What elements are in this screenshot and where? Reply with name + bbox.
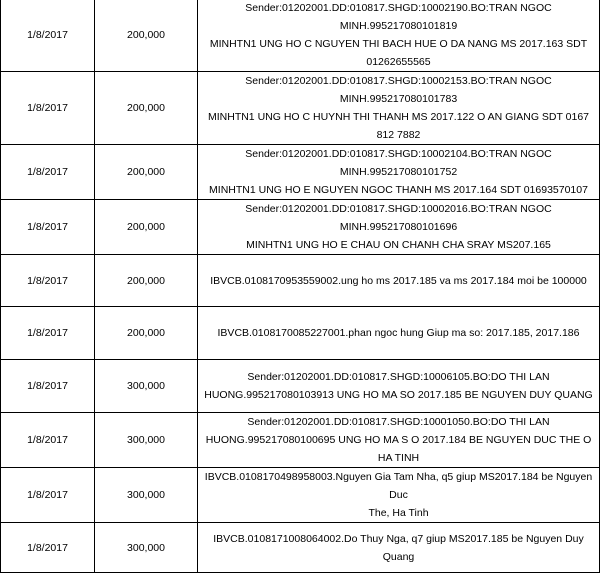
description-cell: [198, 255, 600, 307]
amount-cell: 200,000: [95, 72, 198, 145]
description-line: IBVCB.0108170085227001.phan ngoc hung Giup ma so: 2017.185, 2017.186: [217, 327, 580, 339]
description-line: HUONG.995217080100695 UNG HO MA S O 2017.184 BE NGUYEN DUC THE O HA TINH: [205, 434, 592, 464]
amount-cell: 200,000: [95, 200, 198, 255]
description-cell: [198, 0, 600, 72]
transactions-table-body: [1, 0, 600, 573]
date-cell: 1/8/2017: [1, 255, 95, 307]
description-cell: [198, 307, 600, 360]
table-row: [1, 0, 600, 72]
amount-cell: 300,000: [95, 413, 198, 468]
table-row: [1, 360, 600, 413]
description-line: The, Ha Tinh: [368, 507, 429, 519]
description-cell: [198, 468, 600, 523]
table-row: [1, 200, 600, 255]
description-line: MINHTN1 UNG HO C NGUYEN THI BACH HUE O DA NANG MS 2017.163 SDT: [209, 38, 588, 50]
amount-cell: 200,000: [95, 307, 198, 360]
date-cell: 1/8/2017: [1, 413, 95, 468]
date-cell: 1/8/2017: [1, 72, 95, 145]
description-cell: [198, 523, 600, 573]
amount-cell: 200,000: [95, 255, 198, 307]
date-cell: 1/8/2017: [1, 145, 95, 200]
description-cell: [198, 72, 600, 145]
amount-cell: 200,000: [95, 0, 198, 72]
description-line: Sender:01202001.DD:010817.SHGD:10001050.BO:DO THI LAN: [247, 416, 550, 428]
description-cell: [198, 413, 600, 468]
amount-cell: 200,000: [95, 145, 198, 200]
description-cell: [198, 145, 600, 200]
date-cell: 1/8/2017: [1, 360, 95, 413]
description-line: Sender:01202001.DD:010817.SHGD:10002153.BO:TRAN NGOC MINH.995217080101783: [245, 75, 552, 105]
description-line: IBVCB.0108171008064002.Do Thuy Nga, q7 giup MS2017.185 be Nguyen Duy Quang: [213, 532, 584, 563]
date-cell: 1/8/2017: [1, 0, 95, 72]
amount-cell: 300,000: [95, 523, 198, 573]
table-row: [1, 145, 600, 200]
date-cell: 1/8/2017: [1, 468, 95, 523]
table-row: [1, 255, 600, 307]
description-line: MINHTN1 UNG HO E NGUYEN NGOC THANH MS 2017.164 SDT 01693570107: [209, 184, 588, 196]
description-line: IBVCB.0108170498958003.Nguyen Gia Tam Nha, q5 giup MS2017.184 be Nguyen Duc: [204, 471, 593, 501]
table-row: [1, 72, 600, 145]
description-line: IBVCB.0108170953559002.ung ho ms 2017.185 va ms 2017.184 moi be 100000: [210, 274, 587, 287]
amount-cell: 300,000: [95, 468, 198, 523]
description-line: HUONG.995217080103913 UNG HO MA SO 2017.185 BE NGUYEN DUY QUANG: [204, 389, 593, 401]
description-line: Sender:01202001.DD:010817.SHGD:10006105.BO:DO THI LAN: [247, 371, 550, 383]
date-cell: 1/8/2017: [1, 200, 95, 255]
description-line: 01262655565: [366, 56, 431, 68]
description-line: MINHTN1 UNG HO E CHAU ON CHANH CHA SRAY MS207.165: [246, 239, 551, 251]
description-line: Sender:01202001.DD:010817.SHGD:10002016.BO:TRAN NGOC MINH.995217080101696: [245, 203, 552, 233]
table-row: [1, 413, 600, 468]
amount-cell: 300,000: [95, 360, 198, 413]
date-cell: 1/8/2017: [1, 307, 95, 360]
description-line: MINHTN1 UNG HO C HUYNH THI THANH MS 2017.122 O AN GIANG SDT 0167 812 7882: [207, 111, 589, 141]
table-row: [1, 523, 600, 573]
description-line: Sender:01202001.DD:010817.SHGD:10002104.BO:TRAN NGOC MINH.995217080101752: [245, 148, 552, 178]
table-row: [1, 307, 600, 360]
description-line: Sender:01202001.DD:010817.SHGD:10002190.BO:TRAN NGOC MINH.995217080101819: [245, 2, 552, 32]
date-cell: 1/8/2017: [1, 523, 95, 573]
table-row: [1, 468, 600, 523]
description-cell: [198, 200, 600, 255]
description-cell: [198, 360, 600, 413]
